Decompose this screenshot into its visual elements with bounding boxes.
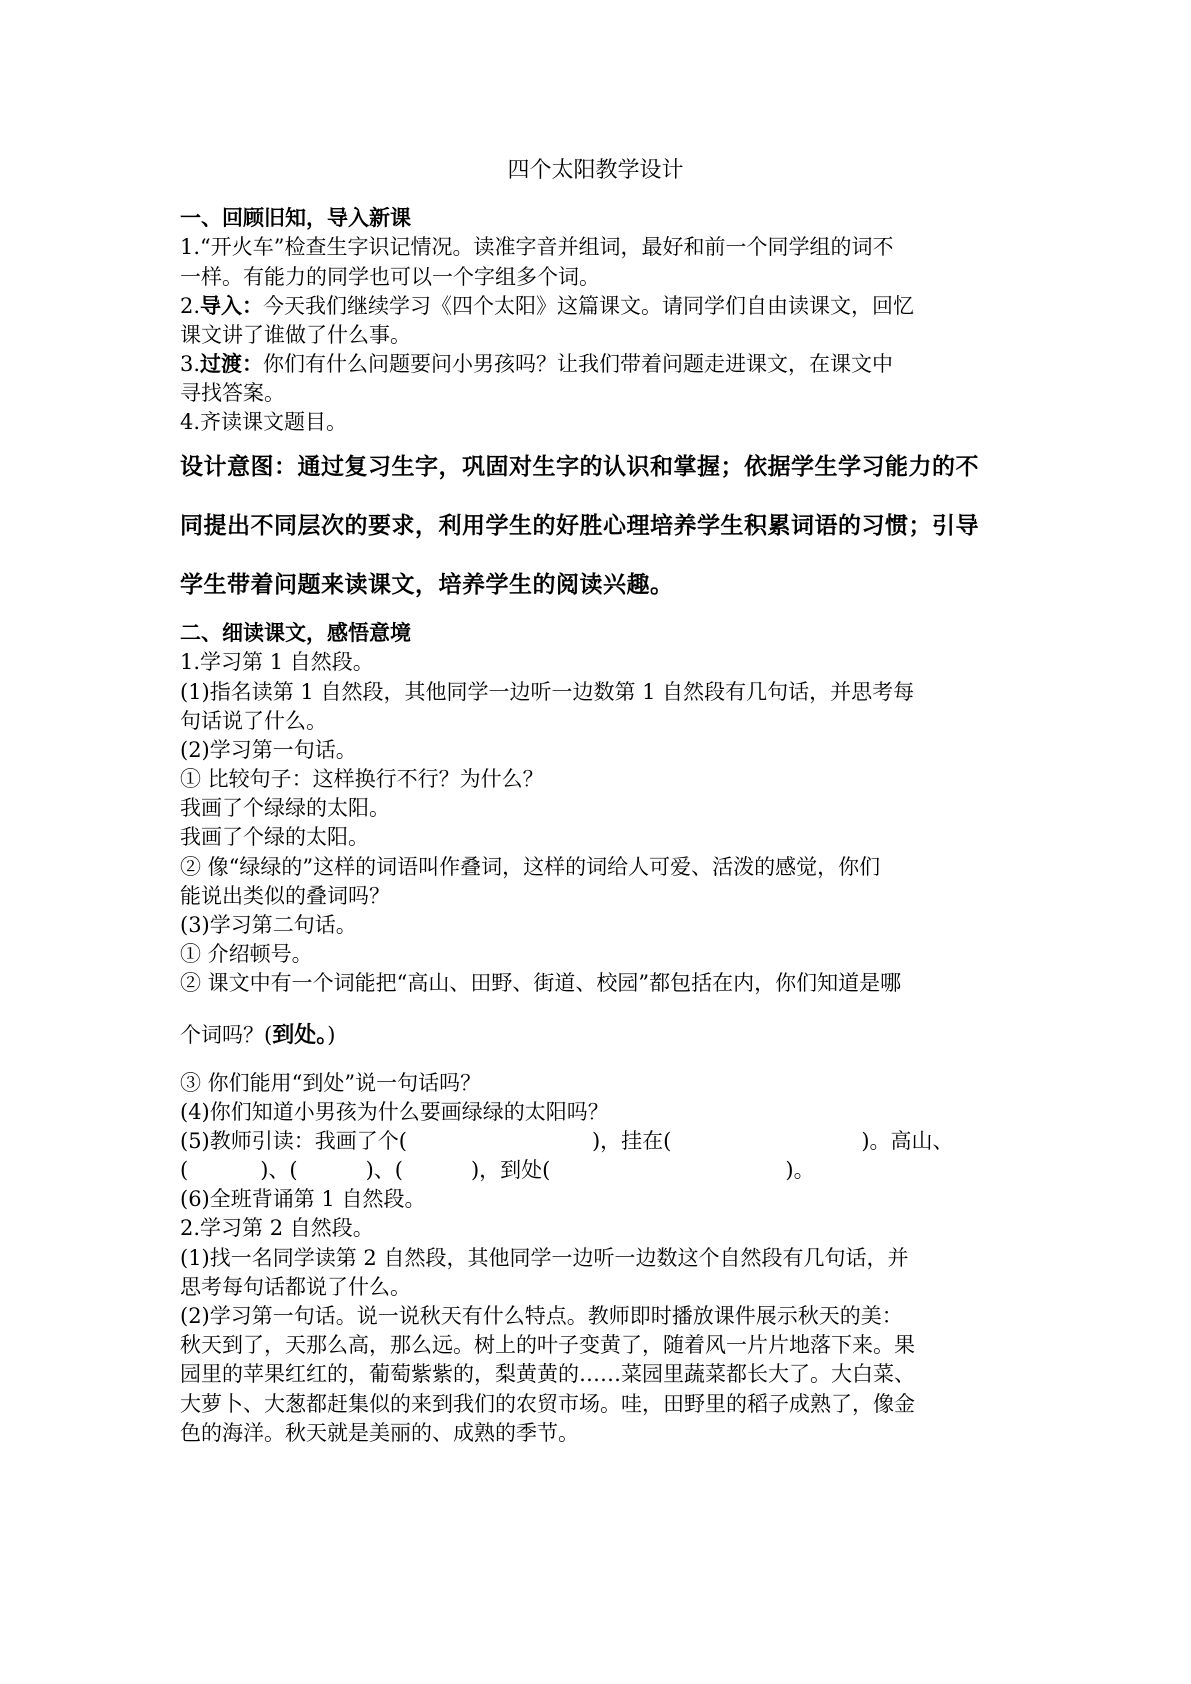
text-segment: )，到处( (470, 1158, 551, 1182)
paragraph-line: (2)学习第一句话。说一说秋天有什么特点。教师即时播放课件展示秋天的美： (180, 1304, 903, 1328)
item-text: 今天我们继续学习《四个太阳》这篇课文。请同学们自由读课文，回忆 (263, 294, 915, 318)
fill-blank-line (180, 1126, 954, 1156)
paragraph-line: 寻找答案。 (180, 381, 285, 405)
paragraph-line: 我画了个绿的太阳。 (180, 825, 369, 849)
design-intent-line: 同提出不同层次的要求，利用学生的好胜心理培养学生积累词语的习惯；引导 (180, 513, 979, 539)
paragraph-line: 4.齐读课文题目。 (180, 410, 348, 434)
paragraph-line: 课文讲了谁做了什么事。 (180, 323, 411, 347)
item-label: 过渡： (200, 351, 264, 376)
paragraph-line: ② 像“绿绿的”这样的词语叫作叠词，这样的词给人可爱、活泼的感觉，你们 (180, 855, 881, 879)
paragraph-line: (4)你们知道小男孩为什么要画绿绿的太阳吗？ (180, 1100, 609, 1124)
paragraph-line: 能说出类似的叠词吗？ (180, 884, 390, 908)
paragraph-line: (3)学习第二句话。 (180, 913, 357, 937)
answer-text: 到处。 (272, 1023, 328, 1048)
text-segment: )、( (365, 1158, 403, 1182)
paragraph-line: ② 课文中有一个词能把“高山、田野、街道、校园”都包括在内，你们知道是哪 (180, 971, 902, 995)
item-text: 你们有什么问题要问小男孩吗？让我们带着问题走进课文，在课文中 (263, 352, 894, 376)
paragraph-line (180, 1020, 335, 1051)
section-heading-1: 一、回顾旧知，导入新课 (180, 206, 411, 230)
paragraph-line: (2)学习第一句话。 (180, 738, 357, 762)
paragraph-line: ① 比较句子：这样换行不行？为什么？ (180, 767, 544, 791)
fill-blank-line (180, 1155, 815, 1185)
paragraph-line: 我画了个绿绿的太阳。 (180, 796, 390, 820)
text-segment: )，挂在( (591, 1129, 672, 1153)
paragraph-line: 句话说了什么。 (180, 709, 327, 733)
paragraph-line: 大萝卜、大葱都赶集似的来到我们的农贸市场。哇，田野里的稻子成熟了，像金 (180, 1392, 915, 1416)
design-intent-line: 设计意图：通过复习生字，巩固对生字的认识和掌握；依据学生学习能力的不 (180, 454, 979, 480)
text-segment: ) (327, 1023, 336, 1047)
section-heading-2: 二、细读课文，感悟意境 (180, 621, 411, 645)
paragraph-line: 园里的苹果红红的，葡萄紫紫的，梨黄黄的……菜园里蔬菜都长大了。大白菜、 (180, 1362, 915, 1386)
design-intent-line: 学生带着问题来读课文，培养学生的阅读兴趣。 (180, 572, 674, 598)
paragraph-line: 色的海洋。秋天就是美丽的、成熟的季节。 (180, 1421, 579, 1445)
paragraph-line: ③ 你们能用“到处”说一句话吗？ (180, 1071, 482, 1095)
paragraph-line (180, 291, 914, 321)
paragraph-line: 秋天到了，天那么高，那么远。树上的叶子变黄了，随着风一片片地落下来。果 (180, 1333, 915, 1357)
paragraph-line: (1)找一名同学读第 2 自然段，其他同学一边听一边数这个自然段有几句话，并 (180, 1246, 909, 1270)
paragraph-line: 1.学习第 1 自然段。 (180, 650, 374, 674)
text-segment: ( (180, 1158, 189, 1182)
item-number: 3. (180, 352, 201, 376)
item-label: 导入： (200, 293, 264, 318)
text-segment: )。 (785, 1158, 815, 1182)
text-segment: )。高山、 (861, 1129, 954, 1153)
paragraph-line: (6)全班背诵第 1 自然段。 (180, 1187, 426, 1211)
text-segment: 个词吗？( (180, 1023, 273, 1047)
paragraph-line: (1)指名读第 1 自然段，其他同学一边听一边数第 1 自然段有几句话，并思考每 (180, 680, 915, 704)
item-number: 2. (180, 294, 201, 318)
page-title: 四个太阳教学设计 (507, 158, 684, 183)
text-segment: (5)教师引读：我画了个( (180, 1129, 407, 1153)
paragraph-line: ① 介绍顿号。 (180, 942, 313, 966)
paragraph-line: 2.学习第 2 自然段。 (180, 1216, 374, 1240)
paragraph-line: 思考每句话都说了什么。 (180, 1275, 411, 1299)
paragraph-line: 1.“开火车”检查生字识记情况。读准字音并组词，最好和前一个同学组的词不 (180, 235, 894, 259)
paragraph-line (180, 349, 893, 379)
text-segment: )、( (260, 1158, 298, 1182)
paragraph-line: 一样。有能力的同学也可以一个字组多个词。 (180, 265, 600, 289)
